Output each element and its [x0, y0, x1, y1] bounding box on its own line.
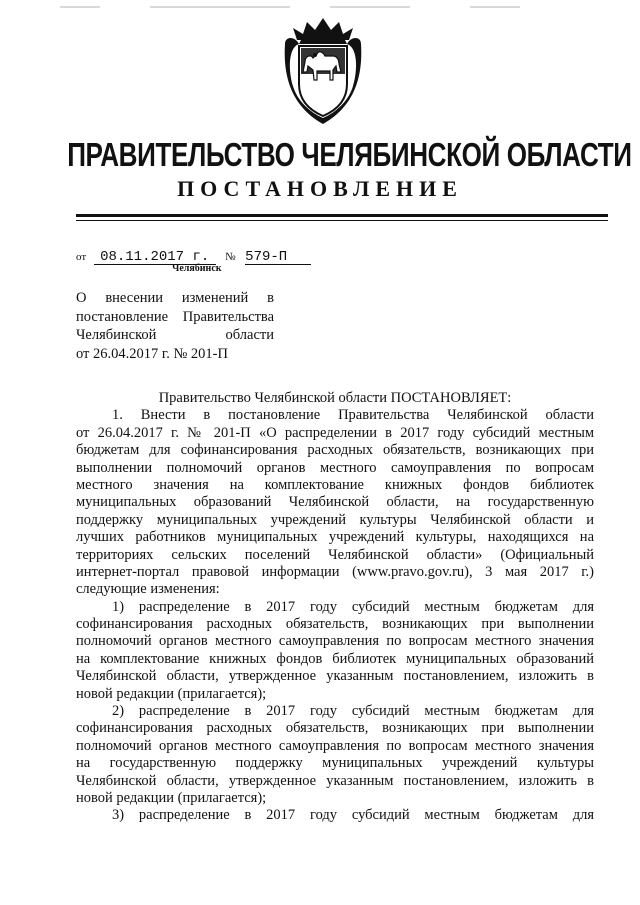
body-line: полномочий органов местного самоуправления по вопросам местного значения	[76, 633, 594, 650]
body-line: Челябинской области, утвержденное указанным постановлением, изложить в	[76, 772, 594, 789]
body-line: 2) распределение в 2017 году субсидий местным бюджетам для	[112, 703, 594, 720]
body-line: выполнении полномочий органов местного самоуправления по вопросам	[76, 459, 594, 476]
body-line: новой редакции (прилагается);	[76, 789, 267, 806]
resolution-preamble: Правительство Челябинской области ПОСТАНОВЛЯЕТ:	[158, 390, 512, 406]
scan-artifact	[470, 6, 520, 8]
header-rule-thin	[76, 220, 608, 221]
body-line: полномочий органов местного самоуправления по вопросам местного значения	[76, 737, 594, 754]
header-rule	[76, 214, 608, 217]
body-line: софинансирования расходных обязательств, возникающих при выполнении	[76, 616, 594, 633]
subject-line: Челябинской области	[76, 327, 274, 343]
body-line: 1. Внести в постановление Правительства Челябинской области	[112, 407, 594, 424]
coat-of-arms-emblem	[283, 14, 363, 126]
body-line: следующие изменения:	[76, 581, 220, 598]
government-title: ПРАВИТЕЛЬСТВО ЧЕЛЯБИНСКОЙ ОБЛАСТИ	[67, 136, 632, 173]
scan-artifact	[330, 6, 410, 8]
body-line: поддержку муниципальных учреждений культуры Челябинской области и	[76, 511, 594, 528]
body-line: от 26.04.2017 г. № 201-П «О распределении в 2017 году субсидий местным	[76, 424, 594, 441]
body-line: 1) распределение в 2017 году субсидий местным бюджетам для	[112, 598, 594, 615]
body-line: территориях сельских поселений Челябинской области» (Официальный	[76, 546, 594, 563]
subject-line: от 26.04.2017 г. № 201-П	[76, 345, 228, 362]
document-body	[76, 390, 594, 825]
body-line: лучших работников муниципальных учреждений культуры, находящихся на	[76, 529, 594, 546]
document-subject	[76, 289, 274, 363]
body-line: местного значения на комплектование книжных фондов библиотек	[76, 476, 594, 493]
subject-line: постановление Правительства	[76, 308, 274, 325]
document-date: 08.11.2017 г.	[94, 250, 216, 265]
body-line: 3) распределение в 2017 году субсидий местным бюджетам для	[112, 807, 594, 824]
scan-artifact	[150, 6, 290, 8]
document-city: Челябинск	[172, 263, 222, 274]
subject-line: О внесении изменений в	[76, 290, 274, 306]
body-line: на государственную поддержку муниципальных учреждений культуры	[76, 755, 594, 772]
body-line: муниципальных образований Челябинской области, на государственную	[76, 494, 594, 511]
document-type: ПОСТАНОВЛЕНИЕ	[177, 176, 463, 201]
body-line: Челябинской области, утвержденное указанным постановлением, изложить в	[76, 668, 594, 685]
body-line: интернет-портал правовой информации (www.pravo.gov.ru), 3 мая 2017 г.)	[76, 563, 594, 580]
body-line: бюджетам для софинансирования расходных обязательств, возникающих при	[76, 442, 594, 459]
document-number: 579-П	[245, 250, 311, 265]
body-line: софинансирования расходных обязательств, возникающих при выполнении	[76, 720, 594, 737]
body-line: на комплектование книжных фондов библиотек муниципальных образований	[76, 650, 594, 667]
number-sign: №	[225, 251, 236, 263]
body-line: новой редакции (прилагается);	[76, 685, 267, 702]
date-prefix: от	[76, 251, 87, 263]
scan-artifact	[60, 6, 100, 8]
